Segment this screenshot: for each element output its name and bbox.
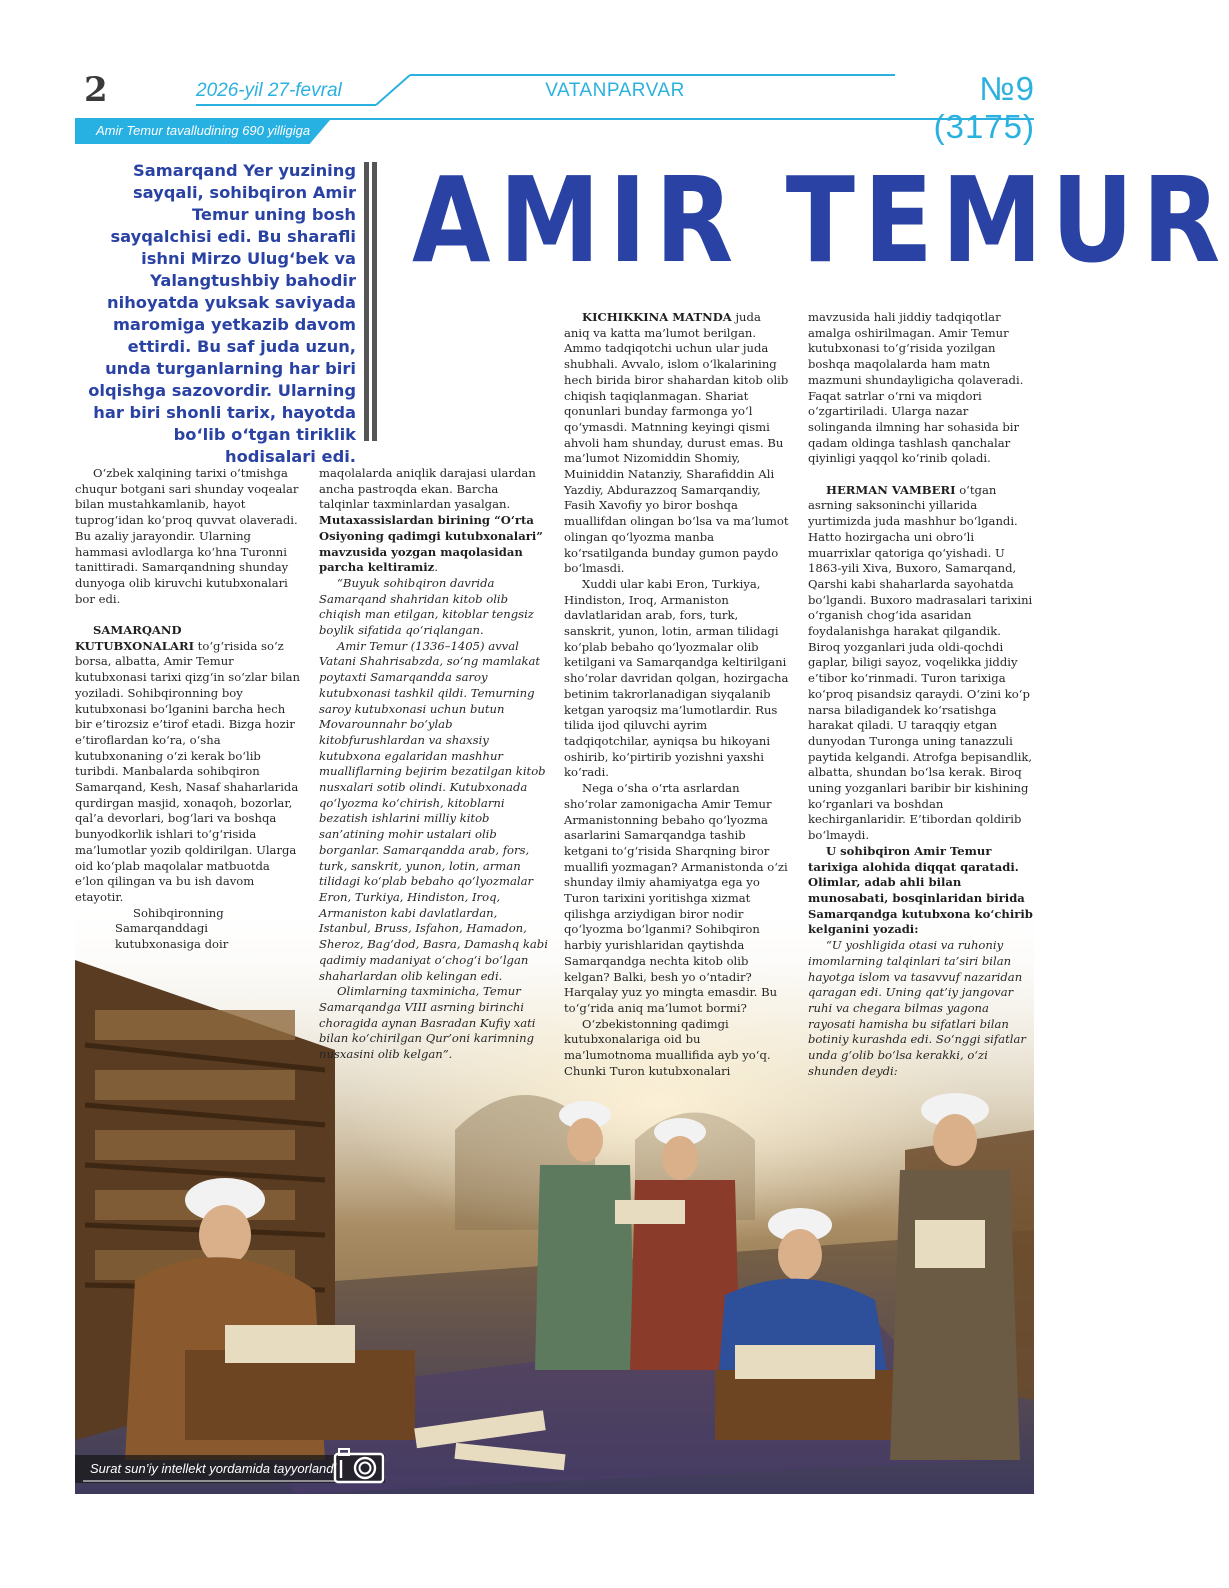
header-rule-slant: [376, 75, 410, 105]
article-lead: Samarqand Yer yuzining sayqali, sohibqiron Amir Temur uning bosh sayqalchisi edi. Bu sharafli ishni Mirzo Ulug‘bek va Yalangtushbiy bahodir nihoyatda yuksak saviyada maromiga yetkazib davom ettirdi. Bu saf juda uzun, unda turganlarning har biri olqishga sazovordir. Ularning har biri shonli tarix, hayotda bo‘lib o‘tgan tiriklik hodisalari edi.: [88, 161, 356, 466]
col3-heading: KICHIKKINA MATNDA: [582, 310, 732, 324]
column-2: [319, 466, 548, 1063]
issue-date: 2026-yil 27-fevral: [196, 80, 342, 101]
col4-paragraph-2: [808, 483, 1034, 844]
image-caption: Surat sun’iy intellekt yordamida tayyorlandi: [90, 1461, 337, 1476]
col2-bold-intro: Mutaxassislardan birining “O‘rta Osiyoning qadimgi kutubxonalari” mavzusida yozgan maqolasidan parcha keltiramiz: [319, 513, 543, 575]
col2-paragraph-bold: Mutaxassislardan birining “O‘rta Osiyoning qadimgi kutubxonalari” mavzusida yozgan maqolasidan parcha keltiramiz.: [319, 513, 543, 575]
col3-paragraph-1-text: juda aniq va katta ma’lumot berilgan. Ammo tadqiqotchi uchun ular juda shubhali. Avvalo, islom o‘lkalarining hech birida biror shahardan kitob olib chiqish taqiqlanmagan. Shariat qonunlari bunday farmonga yo‘l qo‘ymasdi. Matnning keyingi qismi ahvoli ham shunday, durust emas. Bu ma’lumot Nizomiddin Shomiy, Muiniddin Natanziy, Sharafiddin Ali Yazdiy, Abdurazzoq Samarqandiy, Fasih Xavofiy yo biror boshqa muallifdan olingan bo‘lsa va ma’lumot olingan qo‘lyozma manba ko‘rsatilganda bunday gumon paydo bo‘lmasdi.: [564, 310, 789, 576]
col3-paragraph-4: O‘zbekistonning qadimgi kutubxonalariga oid bu ma’lumotnoma muallifida ayb yo‘q. Chunki Turon kutubxonalari: [564, 1016, 771, 1078]
col2-paragraph-1: maqolalarda aniqlik darajasi ulardan ancha pastroqda ekan. Barcha talqinlar taxminlardan yasalgan.: [319, 466, 536, 512]
desk-center: [715, 1370, 895, 1440]
col4-quote: “U yoshligida otasi va ruhoniy imomlarning talqinlari ta’siri bilan hayotga islom va tasavvuf nazaridan qaragan edi. Uning qat’iy jangovar ruhi va chegara bilmas yagona rayosati hamisha bu sifatlari bilan botiniy kurashda edi. So‘nggi sifatlar unda g‘olib bo‘lsa kerakki, o‘zi shunden deydi:: [808, 938, 1026, 1078]
issue-number: №9 (3175): [933, 70, 1035, 145]
col4-paragraph-2-text: o‘tgan asrning saksoninchi yillarida yurtimizda juda mashhur bo‘lgandi. Hatto hozirgacha uni obro‘li muarrixlar qatoriga qo‘yishadi. U 1863-yili Xiva, Buxoro, Samarqand, Qarshi kabi shaharlarda sayohatda bo‘lgandi. Buxoro madrasalari tarixini o‘rganish chog‘ida asaridan foydalanishga harakat qilgandik. Biroq yozganlari juda oldi-qochdi gaplar, biligi sayoz, voqelikka jiddiy e’tibor ko‘rinmadi. Turon tarixiga ko‘proq pisandsiz qaraydi. O‘zini ko‘p narsa biladigandek ko‘rsatishga harakat qiladi. U taraqqiy etgan dunyodan Turonga uning tanazzuli paytida kelgandi. Atrofga bepisandlik, albatta, shundan bo‘lsa kerak. Biroq uning yozganlari baribir bir kishining ko‘rganlari va boshdan kechirganlaridir. E’tibordan qoldirib bo‘lmaydi.: [808, 482, 1033, 843]
col1-paragraph-3: Sohibqironning Samarqanddagi kutubxonasiga doir: [115, 905, 229, 952]
col4-heading: HERMAN VAMBERI: [826, 482, 956, 497]
article-title: AMIR TEMUR: [412, 151, 1229, 289]
page-number: 2: [84, 70, 108, 110]
col2-quote-2: Amir Temur (1336–1405) avval Vatani Shahrisabzda, so‘ng mamlakat poytaxti Samarqandda saroy kutubxonasi tashkil qildi. Temurning saroy kutubxonasi uchun butun Movarounnahr bo‘ylab kitobfurushlardan va shaxsiy kutubxona egalaridan mashhur mualliflarning bejirim bezatilgan kitob nusxalari sotib olindi. Kutubxonada qo‘lyozma ko‘chirish, kitoblarni bezatish ishlarini milliy kitob san’atining mohir ustalari olib borganlar. Samarqandda arab, fors, turk, sanskrit, yunon, lotin, arman tilidagi ko‘plab bebaho qo‘lyozmalar Eron, Turkiya, Hindiston, Iroq, Armaniston kabi davlatlardan, Istanbul, Bruss, Isfahon, Hamadon, Sheroz, Bag‘dod, Basra, Damashq kabi qadimiy madaniyat o‘chog‘i bo‘lgan shaharlardan olib kelingan edi.: [319, 638, 548, 983]
column-3: [564, 310, 790, 1079]
newspaper-name: VATANPARVAR: [545, 80, 685, 101]
col1-paragraph-2: [75, 623, 301, 906]
section-banner-text: Amir Temur tavalludining 690 yilligiga: [96, 123, 311, 138]
col1-paragraph-2-text: to‘g‘risida so‘z borsa, albatta, Amir Temur kutubxonasi tarixi qizg‘in so‘zlar bilan yoziladi. Sohibqironning boy kutubxonasi bo‘lganini barcha hech bir e’tirozsiz e’tirof etadi. Bizga hozir e’tiroflardan ko‘ra, o‘sha kutubxonaning o‘zi kerak bo‘lib turibdi. Manbalarda sohibqiron Samarqand, Kesh, Nasaf shaharlarida qurdirgan masjid, xonaqoh, bozorlar, qal’a devorlari, bog‘lari va boshqa bunyodkorlik ishlari to‘g‘risida ma’lumotlar yozib qoldirilgan. Ularga oid ko‘plab maqolalar matbuotda e’lon qilingan va bu ish davom etayotir.: [75, 638, 301, 904]
column-1: [75, 466, 301, 953]
lead-bar-left: [364, 162, 369, 441]
open-book-center: [735, 1345, 875, 1379]
col3-paragraph-1: [564, 310, 790, 577]
col4-paragraph-1: mavzusida hali jiddiy tadqiqotlar amalga oshirilmagan. Amir Temur kutubxonasi to‘g‘risida yozilgan boshqa maqolalarda ham matn mazmuni shundayligicha qolaveradi. Faqat satrlar o‘rni va miqdori o‘zgartiriladi. Ularga nazar solinganda ilmning har sohasida bir qadam oldinga tashlash qanchalar qiyinligi yaqqol ko‘rinib qoladi.: [808, 310, 1024, 466]
col2-quote-1: “Buyuk sohibqiron davrida Samarqand shahridan kitob olib chiqish man etilgan, kitoblar tengsiz boylik sifatida qo‘riqlangan.: [319, 575, 534, 638]
col1-heading: SAMARQAND KUTUBXONALARI: [75, 623, 194, 653]
col3-paragraph-3: Nega o‘sha o‘rta asrlardan sho‘rolar zamonigacha Amir Temur Armanistonning bebaho qo‘lyozma asarlarini Samarqandga tashib ketgani to‘g‘risida Sharqning biror muallifi yozmagan? Armanistonda o‘zi shunday ilmiy ahamiyatga ega yo Turon tarixini yoritishga xizmat qilishga arziydigan biror nodir qo‘lyozma bo‘lganmi? Sohibqiron harbiy yurishlaridan qaytishda Samarqandga nechta kitob olib kelgan? Balki, besh yo o‘ntadir? Harqalay yuz yo mingta emasdir. Bu to‘g‘rida aniq ma’lumot bormi?: [564, 781, 788, 1015]
col1-paragraph-1: O‘zbek xalqining tarixi o‘tmishga chuqur botgani sari shunday voqealar bilan mustahkamlanib, hayot tuprog‘idan ko‘proq quvvat olaveradi. Bu azaliy jarayondir. Ularning hammasi avlodlarga ko‘hna Turonni tanittiradi. Samarqandning shunday dunyoga olib kiruvchi kutubxonalari bor edi.: [75, 466, 299, 606]
col2-quote-3: Olimlarning taxminicha, Temur Samarqandga VIII asrning birinchi choragida aynan Basradan Kufiy xati bilan ko‘chirilgan Qur’oni karimning nusxasini olib kelgan”.: [319, 984, 536, 1062]
col4-paragraph-3: [808, 844, 1034, 938]
lead-bar-right: [372, 162, 377, 441]
camera-icon: [333, 1446, 385, 1484]
column-4: [808, 310, 1034, 1079]
col4-bold-intro: U sohibqiron Amir Temur tarixiga alohida diqqat qaratadi. Olimlar, adab ahli bilan munosabati, bosqinlaridan birida Samarqandga kutubxona ko‘chirib kelganini yozadi:: [808, 843, 1033, 937]
open-book-left: [225, 1325, 355, 1363]
col3-paragraph-2: Xuddi ular kabi Eron, Turkiya, Hindiston, Iroq, Armaniston davlatlaridan arab, fors, turk, sanskrit, yunon, lotin, arman tilidagi ko‘plab bebaho qo‘lyozmalar olib ketilgani va Samarqandga keltirilgani sho‘rolar davridan qolgan, hozirgacha betinim takrorlanadigan siyqalanib ketgan yaroqsiz ma’lumotlardir. Rus tilida ijod qiluvchi ayrim tadqiqotchilar, ayniqsa bu hikoyani oshirib, ko‘pirtirib yozishni yaxshi ko‘radi.: [564, 576, 789, 780]
desk-left: [185, 1350, 415, 1440]
